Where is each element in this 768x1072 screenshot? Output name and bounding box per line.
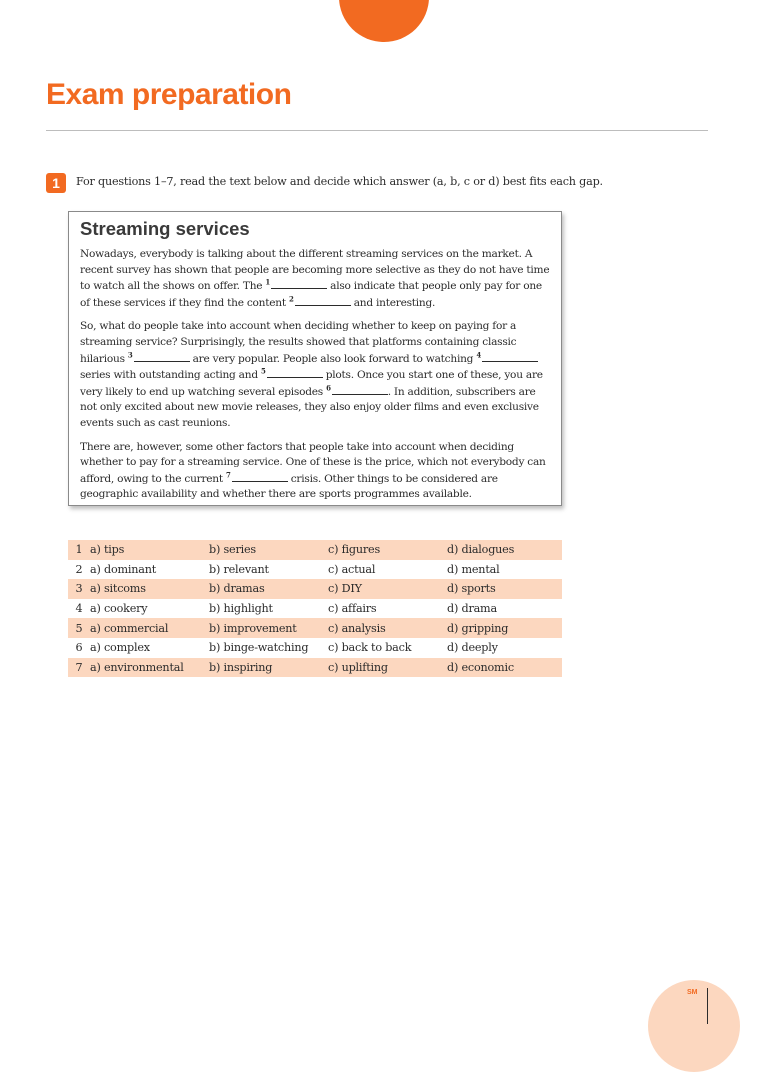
- gap-number: 5: [260, 366, 266, 376]
- text-segment: also indicate that people only pay for one of these services if they find the content: [80, 280, 542, 309]
- answer-gap[interactable]: [482, 351, 538, 362]
- option-c[interactable]: c) analysis: [328, 618, 447, 638]
- gap-number: 4: [476, 350, 481, 360]
- question-number: 3: [68, 579, 90, 599]
- option-c[interactable]: c) affairs: [328, 602, 377, 616]
- option-a[interactable]: a) tips: [90, 540, 209, 560]
- reading-paragraph-2: [80, 319, 550, 431]
- footer-logo-mark: SM: [687, 989, 698, 996]
- gap-number: 6: [326, 383, 331, 393]
- option-b[interactable]: b) binge-watching: [209, 641, 309, 655]
- option-row: [68, 599, 562, 619]
- option-a[interactable]: a) cookery: [90, 602, 148, 616]
- question-number: 4: [75, 602, 83, 616]
- gap-number: 2: [288, 294, 294, 304]
- top-decorative-circle: [339, 0, 429, 42]
- option-a[interactable]: a) sitcoms: [90, 579, 209, 599]
- option-c[interactable]: c) back to back: [328, 641, 412, 655]
- text-segment: . In addition, subscribers are not only excited about new movie releases, they also enjoy older films and even exclusive events such as cast reunions.: [80, 385, 539, 429]
- exercise-number-badge: 1: [46, 173, 66, 193]
- option-c[interactable]: c) DIY: [328, 579, 447, 599]
- reading-paragraph-3: [80, 440, 550, 503]
- option-d[interactable]: d) sports: [447, 579, 562, 599]
- option-b[interactable]: b) improvement: [209, 618, 328, 638]
- footer-divider: [707, 988, 708, 1024]
- option-d[interactable]: d) dialogues: [447, 540, 562, 560]
- answer-gap[interactable]: [232, 471, 288, 482]
- option-row: [68, 540, 562, 560]
- option-b[interactable]: b) relevant: [209, 562, 269, 576]
- answer-gap[interactable]: [271, 278, 327, 289]
- option-row: [68, 579, 562, 599]
- gap-number: 7: [226, 470, 231, 480]
- exercise-instruction: For questions 1–7, read the text below and decide which answer (a, b, c or d) best fits each gap.: [76, 175, 603, 188]
- option-row: [68, 658, 562, 678]
- answer-gap[interactable]: [134, 351, 190, 362]
- option-b[interactable]: b) highlight: [209, 602, 273, 616]
- option-d[interactable]: d) economic: [447, 658, 562, 678]
- page-title: Exam preparation: [46, 78, 292, 111]
- text-segment: series with outstanding acting and: [80, 369, 261, 382]
- option-a[interactable]: a) environmental: [90, 658, 209, 678]
- answer-gap[interactable]: [295, 295, 351, 306]
- question-number: 6: [75, 641, 83, 655]
- option-b[interactable]: b) series: [209, 540, 328, 560]
- gap-number: 3: [127, 350, 133, 360]
- question-number: 2: [75, 562, 83, 576]
- reading-text-title: Streaming services: [80, 218, 250, 239]
- option-b[interactable]: b) dramas: [209, 579, 328, 599]
- option-c[interactable]: c) figures: [328, 540, 447, 560]
- text-segment: Nowadays, everybody is talking about the different streaming services on the market. A recent survey has shown that people are becoming more selective as they do not have time to watch all the shows on offer. The: [80, 248, 550, 293]
- option-d[interactable]: d) mental: [447, 562, 500, 576]
- question-number: 1: [68, 540, 90, 560]
- option-row: [68, 638, 562, 658]
- option-a[interactable]: a) complex: [90, 641, 150, 655]
- text-segment: and interesting.: [350, 296, 436, 309]
- answer-options-table: [68, 540, 562, 677]
- text-segment: plots. Once you start one of these, you are very likely to end up watching several episodes: [80, 369, 543, 398]
- option-a[interactable]: a) dominant: [90, 562, 157, 576]
- answer-gap[interactable]: [267, 367, 323, 378]
- question-number: 7: [68, 658, 90, 678]
- reading-paragraph-1: [80, 247, 550, 311]
- option-b[interactable]: b) inspiring: [209, 658, 328, 678]
- option-row: [68, 618, 562, 638]
- option-d[interactable]: d) gripping: [447, 618, 562, 638]
- text-segment: crisis. Other things to be considered are geographic availability and whether there are sports programmes available.: [80, 472, 498, 501]
- option-d[interactable]: d) deeply: [447, 641, 498, 655]
- answer-gap[interactable]: [332, 384, 388, 395]
- text-segment: are very popular. People also look forward to watching: [189, 352, 477, 365]
- option-c[interactable]: c) uplifting: [328, 658, 447, 678]
- option-d[interactable]: d) drama: [447, 602, 497, 616]
- option-c[interactable]: c) actual: [328, 562, 376, 576]
- option-row: [68, 560, 562, 580]
- option-a[interactable]: a) commercial: [90, 618, 209, 638]
- text-segment: So, what do people take into account when deciding whether to keep on paying for a streaming service? Surprisingly, the results showed that platforms containing classic hilarious: [80, 320, 517, 365]
- reading-text-box: [68, 211, 562, 506]
- gap-number: 1: [265, 277, 271, 287]
- title-divider: [46, 130, 708, 131]
- question-number: 5: [68, 618, 90, 638]
- text-segment: There are, however, some other factors that people take into account when deciding whether to pay for a streaming service. One of these is the price, which not everybody can afford, owing to the current: [80, 440, 546, 485]
